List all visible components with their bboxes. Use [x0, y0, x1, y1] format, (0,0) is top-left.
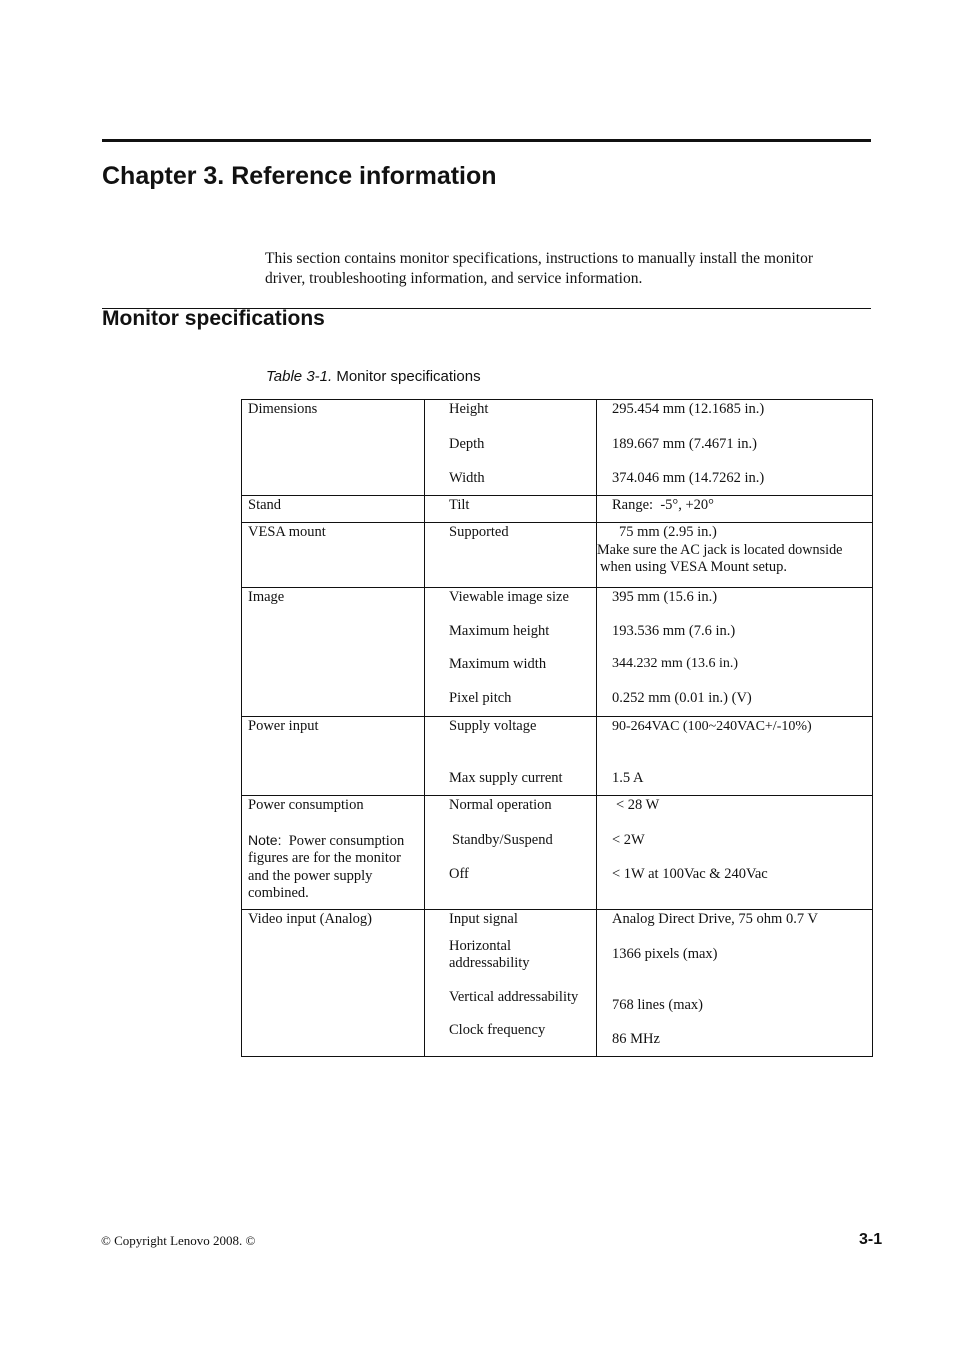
spec-item: Pixel pitch: [449, 689, 512, 706]
specifications-table: [241, 399, 873, 1057]
spec-value: < 1W at 100Vac & 240Vac: [612, 866, 768, 882]
row-label: VESA mount: [248, 524, 326, 540]
vesa-note-line: Make sure the AC jack is located downside: [597, 541, 843, 558]
table-row-video-input: [242, 910, 873, 1057]
note-text: Power consumption figures are for the monitor and the power supply combined.: [248, 832, 405, 901]
spec-item: Max supply current: [449, 769, 563, 786]
chapter-top-rule: [102, 139, 871, 142]
spec-item: Supported: [449, 524, 509, 540]
spec-item: Supply voltage: [449, 718, 537, 734]
intro-paragraph: This section contains monitor specifications, instructions to manually install the monitor driver, troubleshooting information, and service information.: [265, 250, 814, 287]
spec-item: Depth: [449, 435, 485, 452]
spec-value: 395 mm (15.6 in.): [612, 589, 718, 605]
table-caption-title: Monitor specifications: [336, 368, 481, 385]
spec-value: 768 lines (max): [612, 997, 704, 1013]
spec-value: Analog Direct Drive, 75 ohm 0.7 V: [612, 911, 818, 927]
row-label: Power input: [248, 718, 319, 734]
spec-item: Input signal: [449, 911, 518, 927]
section-title: Monitor specifications: [102, 307, 325, 330]
table-caption-number: Table 3-1.: [266, 368, 333, 385]
note-label: Note:: [248, 831, 282, 848]
spec-item: Standby/Suspend: [452, 831, 553, 848]
spec-item: Maximum width: [449, 656, 547, 672]
spec-value: 193.536 mm (7.6 in.): [612, 622, 736, 639]
spec-item: Tilt: [449, 497, 470, 513]
spec-value: < 28 W: [616, 797, 660, 813]
spec-item: Height: [449, 401, 489, 417]
row-label: Image: [248, 589, 285, 605]
spec-item: Horizontal addressability: [449, 937, 530, 971]
row-label: Video input (Analog): [248, 911, 372, 927]
page-number: 3-1: [859, 1231, 883, 1248]
table-row-vesa-mount: [242, 523, 873, 588]
spec-value: 75 mm (2.95 in.): [619, 524, 717, 540]
spec-value: 1.5 A: [612, 769, 644, 786]
spec-value: < 2W: [612, 831, 645, 848]
spec-value: 374.046 mm (14.7262 in.): [612, 470, 765, 486]
spec-value: 90-264VAC (100~240VAC+/-10%): [612, 719, 812, 734]
spec-value: 1366 pixels (max): [612, 945, 718, 962]
spec-value: 344.232 mm (13.6 in.): [612, 656, 738, 671]
vesa-note-line: when using VESA Mount setup.: [600, 559, 788, 575]
spec-value: Range: -5°, +20°: [612, 497, 714, 513]
spec-item: Maximum height: [449, 622, 550, 639]
table-caption: [266, 368, 481, 385]
chapter-title: Chapter 3. Reference information: [102, 162, 497, 190]
spec-value: 189.667 mm (7.4671 in.): [612, 435, 757, 452]
table-row-power-consumption: [242, 796, 873, 910]
row-label: Stand: [248, 497, 282, 513]
spec-item: Viewable image size: [449, 589, 569, 605]
power-note: [248, 832, 424, 903]
spec-value: 0.252 mm (0.01 in.) (V): [612, 689, 752, 706]
spec-item: Off: [449, 866, 469, 882]
table-row-stand: [242, 496, 873, 523]
row-label: Dimensions: [248, 401, 318, 417]
table-row-dimensions: [242, 400, 873, 496]
spec-item: Normal operation: [449, 797, 552, 813]
footer-copyright: © Copyright Lenovo 2008. ©: [101, 1233, 256, 1248]
spec-item: Clock frequency: [449, 1022, 546, 1038]
table-row-power-input: [242, 717, 873, 796]
spec-value: 295.454 mm (12.1685 in.): [612, 401, 765, 417]
row-label: Power consumption: [248, 797, 364, 813]
spec-item: Width: [449, 470, 485, 486]
spec-item: Vertical addressability: [449, 988, 579, 1005]
table-row-image: [242, 588, 873, 717]
spec-value: 86 MHz: [612, 1030, 660, 1047]
